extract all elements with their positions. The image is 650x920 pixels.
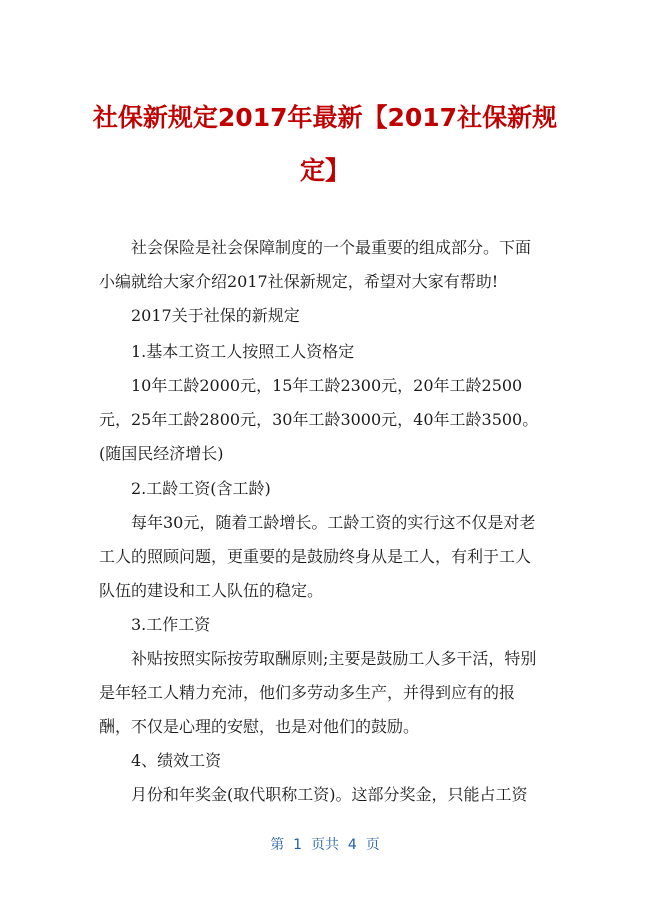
section-heading-new-rules [99, 299, 551, 333]
section-heading-performance-wage [99, 744, 551, 778]
paragraph-line: 社会保险是社会保障制度的一个最重要的组成部分。下面 [131, 238, 532, 257]
paragraph-line: 工人的照顾问题，更重要的是鼓励终身从是工人，有利于工人 [99, 547, 532, 566]
seniority-wage-paragraph [99, 506, 551, 608]
section-heading-work-wage [99, 608, 551, 642]
paragraph-line: 是年轻工人精力充沛，他们多劳动多生产，并得到应有的报 [99, 683, 516, 702]
paragraph-line: 1.基本工资工人按照工人资格定 [131, 342, 355, 361]
paragraph-line: 每年30元，随着工龄增长。工龄工资的实行这不仅是对老 [131, 513, 536, 532]
paragraph-line: 补贴按照实际按劳取酬原则;主要是鼓励工人多干活，特别 [131, 649, 537, 668]
paragraph-line: 酬，不仅是心理的安慰，也是对他们的鼓励。 [99, 717, 420, 736]
document-title-line-1: 社保新规定2017年最新【2017社保新规 [92, 103, 558, 132]
performance-wage-paragraph [99, 778, 551, 812]
paragraph-line: 2.工龄工资(含工龄) [131, 479, 271, 498]
work-wage-paragraph [99, 642, 551, 744]
paragraph-line: 10年工龄2000元，15年工龄2300元，20年工龄2500 [131, 376, 523, 395]
section-heading-basic-wage [99, 335, 551, 369]
paragraph-line: 4、绩效工资 [131, 751, 222, 770]
basic-wage-paragraph [99, 369, 551, 471]
paragraph-line: 3.工作工资 [131, 615, 211, 634]
paragraph-line: 队伍的建设和工人队伍的稳定。 [99, 581, 324, 600]
page-number-footer: 第 1 页共 4 页 [270, 837, 380, 853]
paragraph-line: 小编就给大家介绍2017社保新规定，希望对大家有帮助! [99, 272, 499, 291]
intro-paragraph [99, 231, 551, 299]
paragraph-line: 元，25年工龄2800元，30年工龄3000元，40年工龄3500。 [99, 410, 539, 429]
section-heading-seniority-wage [99, 472, 551, 506]
document-title-line-2: 定】 [299, 156, 350, 185]
paragraph-line: 月份和年奖金(取代职称工资)。这部分奖金，只能占工资 [131, 785, 528, 804]
paragraph-line: (随国民经济增长) [99, 444, 224, 463]
paragraph-line: 2017关于社保的新规定 [131, 306, 300, 325]
